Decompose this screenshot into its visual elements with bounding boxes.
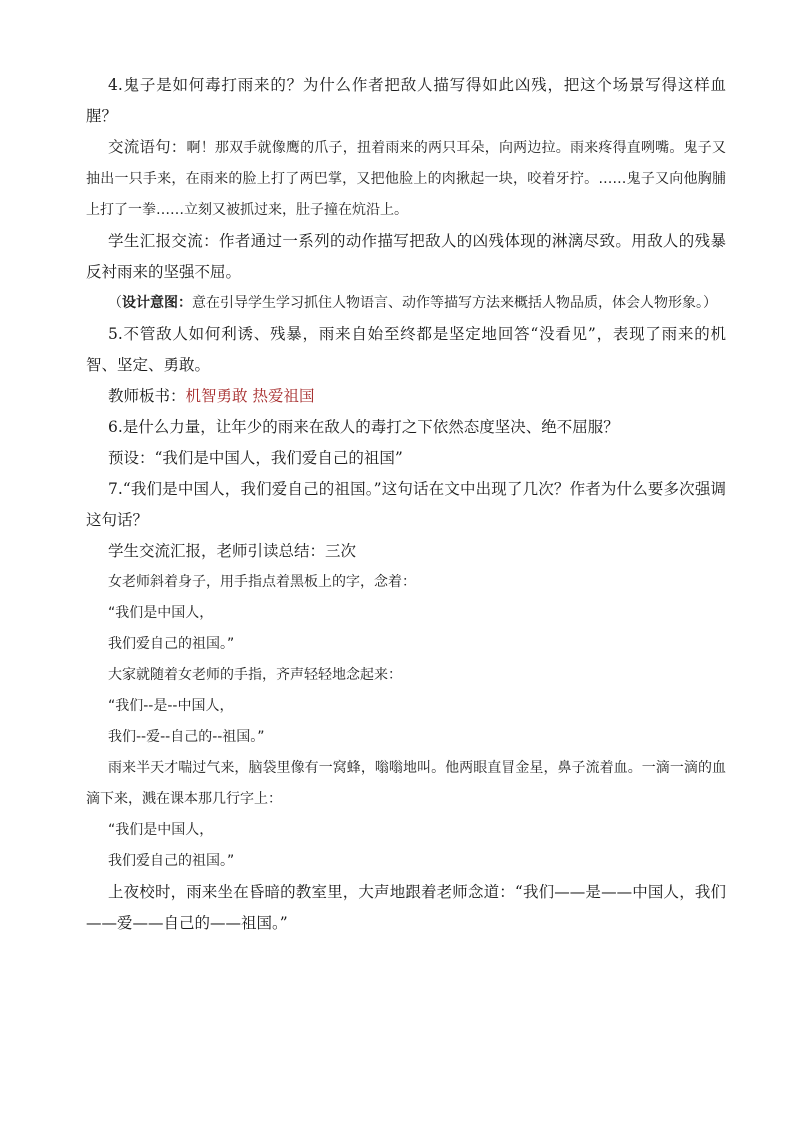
question-7: 7.“我们是中国人，我们爱自己的祖国。”这句话在文中出现了几次？作者为什么要多次强调这句话？ [86, 480, 726, 529]
design-open-paren: （ [108, 295, 122, 311]
question-4: 4.鬼子是如何毒打雨来的？为什么作者把敌人描写得如此凶残，把这个场景写得这样血腥？ [86, 76, 726, 125]
quote-4: 上夜校时，雨来坐在昏暗的教室里，大声地跟着老师念道：“我们——是——中国人，我们——爱——自己的——祖国。” [86, 883, 726, 932]
summary-7: 学生交流汇报，老师引读总结：三次 [108, 542, 357, 560]
design-intent-text: 意在引导学生学习抓住人物语言、动作等描写方法来概括人物品质，体会人物形象。 [192, 295, 703, 311]
quote-1-line-2: 我们爱自己的祖国。” [108, 636, 235, 652]
quote-2-intro: 大家就随着女老师的手指，齐声轻轻地念起来： [108, 667, 402, 683]
quote-3-line-2: 我们爱自己的祖国。” [108, 853, 235, 869]
teacher-board [86, 381, 726, 412]
exchange-sentence [86, 132, 726, 226]
question-5: 5.不管敌人如何利诱、残暴，雨来自始至终都是坚定地回答“没看见”，表现了雨来的机智、坚定、勇敢。 [86, 325, 726, 374]
board-label: 教师板书： [108, 387, 186, 405]
quote-2-line-2: 我们--爱--自己的--祖国。” [108, 729, 265, 745]
quote-1-intro: 女老师斜着身子，用手指点着黑板上的字，念着： [108, 574, 416, 590]
quote-2-line-1: “我们--是--中国人， [108, 698, 234, 714]
question-6: 6.是什么力量，让年少的雨来在敌人的毒打之下依然态度坚决、绝不屈服？ [108, 418, 619, 436]
document-page [86, 70, 726, 939]
quote-1-line-1: “我们是中国人， [108, 605, 214, 621]
board-text: 机智勇敢 热爱祖国 [185, 387, 315, 405]
quote-3-intro: 雨来半天才喘过气来，脑袋里像有一窝蜂，嗡嗡地叫。他两眼直冒金星，鼻子流着血。一滴一滴的血滴下来，溅在课本那几行字上： [86, 760, 726, 807]
exchange-label: 交流语句： [108, 138, 187, 156]
design-intent-label: 设计意图： [122, 295, 192, 311]
preset-6: 预设：“我们是中国人，我们爱自己的祖国” [108, 449, 403, 467]
student-report-4: 学生汇报交流：作者通过一系列的动作描写把敌人的凶残体现的淋漓尽致。用敌人的残暴反衬雨来的坚强不屈。 [86, 232, 726, 281]
design-intent [86, 288, 726, 319]
design-close-paren: ） [703, 295, 717, 311]
quote-3-line-1: “我们是中国人， [108, 822, 214, 838]
exchange-text: 啊！那双手就像鹰的爪子，扭着雨来的两只耳朵，向两边拉。雨来疼得直咧嘴。鬼子又抽出一只手来，在雨来的脸上打了两巴掌，又把他脸上的肉揪起一块，咬着牙拧。……鬼子又向他胸脯上打了一拳……立刻又被抓过来，肚子撞在炕沿上。 [86, 140, 726, 218]
